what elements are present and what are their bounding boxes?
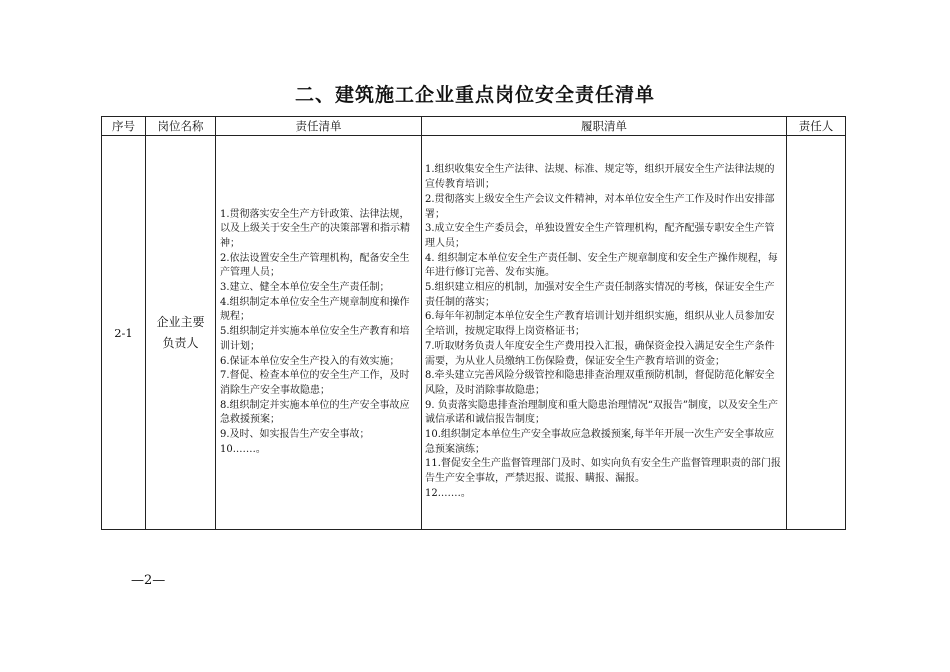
duty-item: 7.督促、检查本单位的安全生产工作，及时消除生产安全事故隐患； (220, 370, 410, 396)
performance-item: 6.每年年初制定本单位安全生产教育培训计划并组织实施，组织从业人员参加安全培训，按规定取得上岗资格证书； (425, 311, 775, 338)
duty-item: 8.组织制定并实施本单位的生产安全事故应急救援预案； (220, 399, 410, 426)
page-title: 二、建筑施工企业重点岗位安全责任清单 (294, 84, 655, 106)
performance-item: 7.听取财务负责人年度安全生产费用投入汇报，确保资金投入满足安全生产条件需要，为从业人员缴纳工伤保险费，保证安全生产教育培训的资金； (425, 340, 775, 367)
duty-item: 4.组织制定本单位安全生产规章制度和操作规程； (220, 296, 410, 323)
duty-item: 10.……。 (220, 443, 266, 455)
duty-item: 1.贯彻落实安全生产方针政策、法律法规，以及上级关于安全生产的决策部署和指示精神； (220, 208, 410, 249)
responsibility-table (101, 116, 846, 530)
duty-item: 5.组织制定并实施本单位安全生产教育和培训计划； (220, 326, 410, 352)
performance-item: 9. 负责落实隐患排查治理制度和重大隐患治理情况“双报告”制度，以及安全生产诚信承诺和诚信报告制度； (425, 399, 778, 426)
header-performance: 履职清单 (422, 117, 787, 136)
header-person: 责任人 (787, 117, 846, 136)
post-name-line: 负责人 (162, 335, 199, 350)
performance-item: 3.成立安全生产委员会，单独设置安全生产管理机构，配齐配强专职安全生产管理人员； (425, 223, 775, 249)
row-number: 2-1 (102, 136, 146, 530)
post-name-cell (146, 136, 216, 530)
table-header-row (102, 117, 846, 136)
performance-item: 10.组织制定本单位生产安全事故应急救援预案,每半年开展一次生产安全事故应急预案演练； (425, 429, 775, 455)
duties-cell (216, 136, 422, 530)
duty-item: 9.及时、如实报告生产安全事故； (220, 429, 370, 441)
performance-item: 8.牵头建立完善风险分级管控和隐患排查治理双重预防机制，督促防范化解安全风险，及时消除事故隐患； (425, 370, 775, 396)
header-duties: 责任清单 (216, 117, 422, 136)
header-no: 序号 (102, 117, 146, 136)
performance-item: 2.贯彻落实上级安全生产会议文件精神，对本单位安全生产工作及时作出安排部署； (425, 193, 775, 220)
performance-item: 5.组织建立相应的机制，加强对安全生产责任制落实情况的考核，保证安全生产责任制的落实； (425, 282, 775, 308)
post-name-line: 企业主要 (156, 314, 205, 329)
responsible-person-cell (787, 136, 846, 530)
duty-item: 2.依法设置安全生产管理机构，配备安全生产管理人员； (220, 252, 410, 279)
table-row (102, 136, 846, 530)
header-post: 岗位名称 (146, 117, 216, 136)
performance-item: 12.……。 (425, 487, 471, 499)
duty-item: 3.建立、健全本单位安全生产责任制； (220, 282, 390, 294)
duty-item: 6.保证本单位安全生产投入的有效实施； (220, 355, 400, 367)
performance-item: 4. 组织制定本单位安全生产责任制、安全生产规章制度和安全生产操作规程，每年进行修订完善、发布实施。 (425, 252, 778, 279)
performance-item: 11.督促安全生产监督管理部门及时、如实向负有安全生产监督管理职责的部门报告生产安全事故，严禁迟报、谎报、瞒报、漏报。 (425, 458, 781, 485)
page-number: —2— (131, 573, 166, 588)
performance-cell (422, 136, 787, 530)
performance-item: 1.组织收集安全生产法律、法规、标准、规定等，组织开展安全生产法律法规的宣传教育培训； (425, 164, 775, 191)
